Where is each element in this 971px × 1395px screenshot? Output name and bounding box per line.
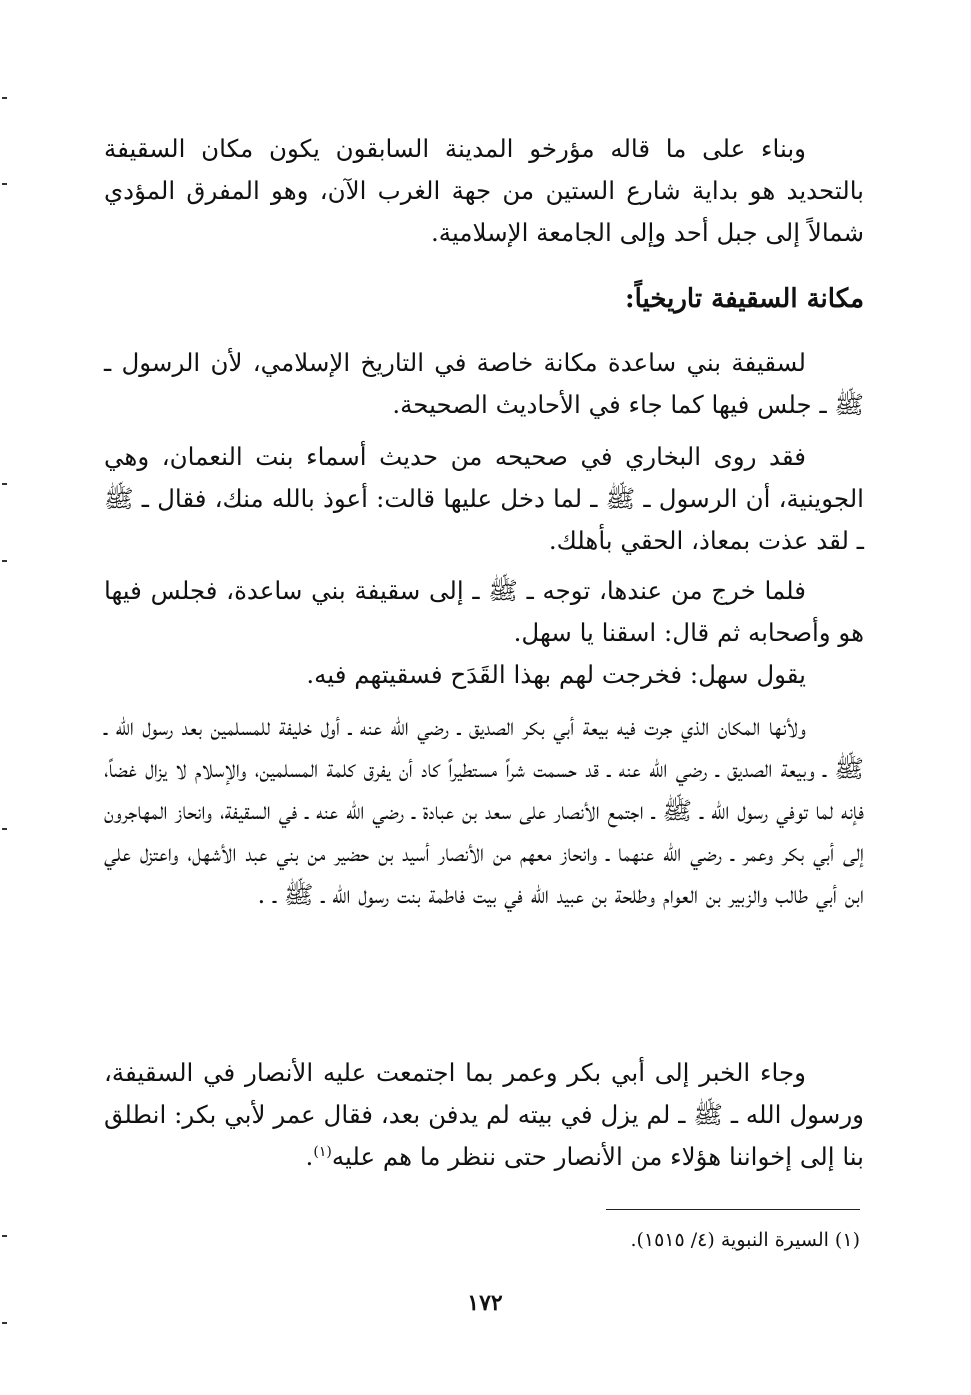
scan-edge-mark xyxy=(2,828,7,830)
paragraph-end-dot: . xyxy=(305,1142,314,1171)
paragraph-bukhari xyxy=(104,436,864,562)
page-number: ١٧٢ xyxy=(467,1290,503,1316)
scan-edge-mark xyxy=(2,1235,7,1237)
paragraph-text: فقد روى البخاري في صحيحه من حديث أسماء بنت النعمان، وهي الجوينية، أن الرسول ـ ﷺ ـ لما دخل عليها قالت: أعوذ بالله منك، فقال ـ ﷺ ـ لقد عذت بمعاذ، الحقي بأهلك. xyxy=(104,442,864,555)
footnote-marker: (١) xyxy=(313,1143,332,1160)
paragraph-text: لسقيفة بني ساعدة مكانة خاصة في التاريخ الإسلامي، لأن الرسول ـ ﷺ ـ جلس فيها كما جاء في الأحاديث الصحيحة. xyxy=(104,348,864,419)
paragraph-text: وبناء على ما قاله مؤرخو المدينة السابقون يكون مكان السقيفة بالتحديد هو بداية شارع الستين من جهة الغرب الآن، وهو المفرق المؤدي شمالاً إلى جبل أحد وإلى الجامعة الإسلامية. xyxy=(104,134,864,247)
paragraph-intro xyxy=(104,128,864,254)
scan-edge-mark xyxy=(2,483,7,485)
paragraph-bayah xyxy=(104,706,864,916)
section-heading-block xyxy=(104,278,864,320)
scan-edge-mark xyxy=(2,560,7,562)
scan-edge-mark xyxy=(2,97,7,99)
paragraph-news xyxy=(104,1052,864,1178)
paragraph-body: وجاء الخبر إلى أبي بكر وعمر بما اجتمعت عليه الأنصار في السقيفة، ورسول الله ـ ﷺ ـ لم يزل في بيته لم يدفن بعد، فقال عمر لأبي بكر: انطلق بنا إلى إخواننا هؤلاء من الأنصار حتى ننظر ما هم عليه xyxy=(104,1058,864,1171)
footnote-divider xyxy=(606,1209,860,1210)
paragraph-text: يقول سهل: فخرجت لهم بهذا القَدَح فسقيتهم فيه. xyxy=(306,660,806,689)
paragraph-text: فلما خرج من عندها، توجه ـ ﷺ ـ إلى سقيفة بني ساعدة، فجلس فيها هو وأصحابه ثم قال: اسقنا يا سهل. xyxy=(104,576,864,647)
scan-edge-mark xyxy=(2,183,7,185)
section-heading: مكانة السقيفة تاريخياً: xyxy=(624,284,864,314)
paragraph-departure xyxy=(104,570,864,696)
paragraph-text: ولأنها المكان الذي جرت فيه بيعة أبي بكر الصديق ـ رضي الله عنه ـ أول خليفة للمسلمين بعد رسول الله ـ ﷺ ـ وبيعة الصديق ـ رضي الله عنه ـ قد حسمت شراً مستطيراً كاد أن يفرق كلمة المسلمين، والإسلام لا يزال غضاً، فإنه لما توفي رسول الله ـ ﷺ ـ اجتمع الأنصار على سعد بن عبادة ـ رضي الله عنه ـ في السقيفة، وانحاز المهاجرون إلى أبي بكر وعمر ـ رضي الله عنهما ـ وانحاز معهم من الأنصار أسيد بن حضير من بني عبد الأشهل، واعتزل علي ابن أبي طالب والزبير بن العوام وطلحة بن عبيد الله في بيت فاطمة بنت رسول الله ـ ﷺ ـ . xyxy=(104,712,864,909)
scan-edge-mark xyxy=(2,1322,7,1324)
paragraph-saqifa-status xyxy=(104,342,864,426)
footnote: (١) السيرة النبوية (٤/ ١٥١٥). xyxy=(630,1229,860,1251)
paragraph-text xyxy=(104,1052,864,1178)
